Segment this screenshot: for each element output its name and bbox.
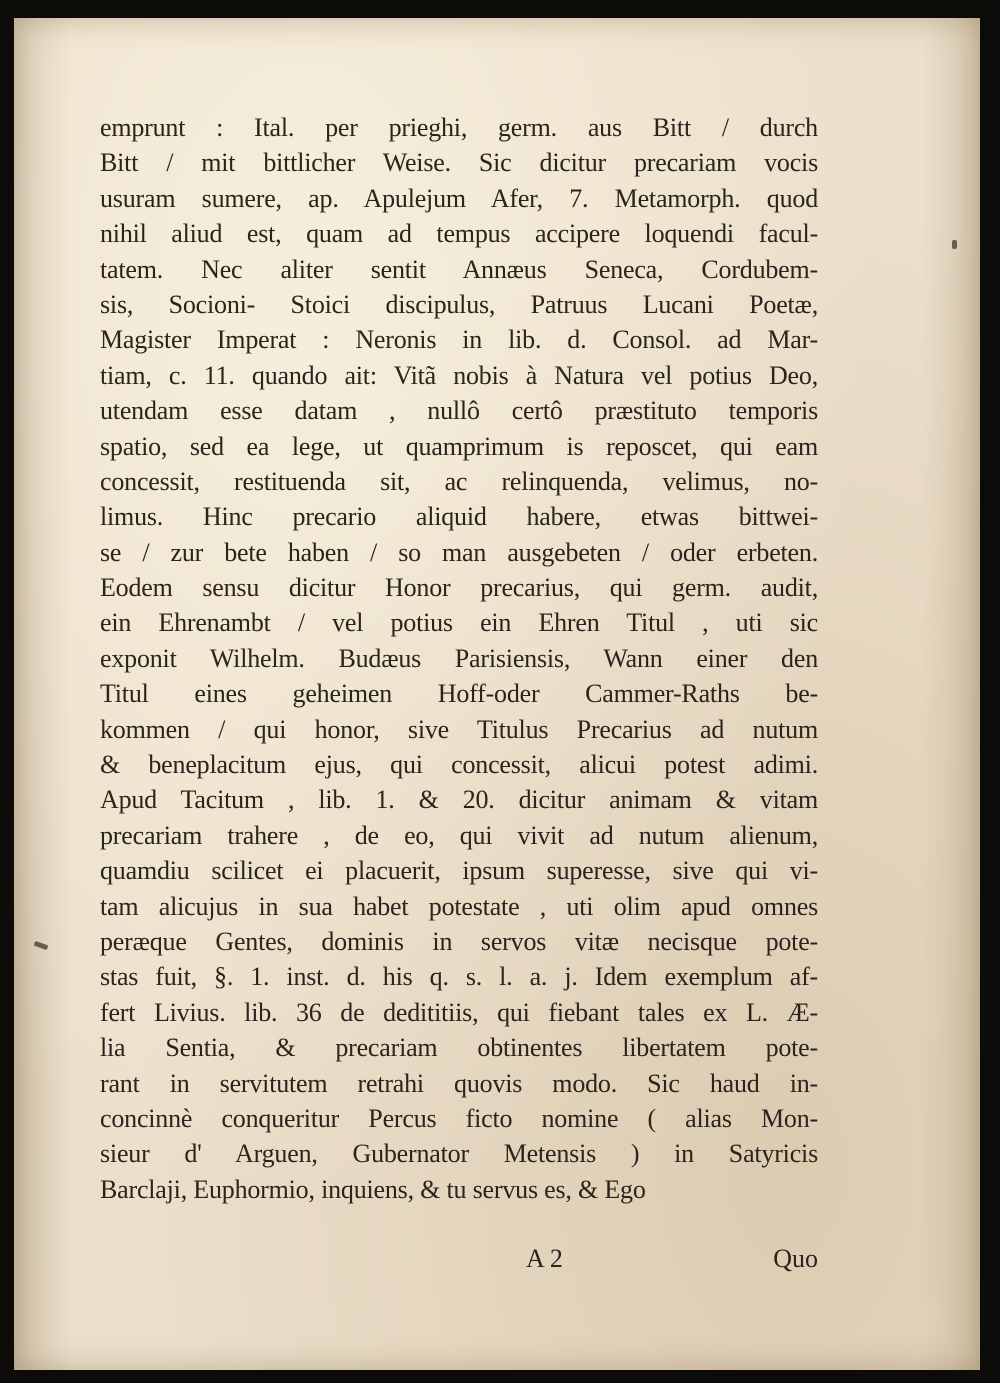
text-line: utendam esse datam , nullô certô præstituto temporis	[100, 396, 818, 426]
page-text	[100, 110, 818, 1207]
text-line: tatem. Nec aliter sentit Annæus Seneca, Cordubem-	[100, 254, 818, 284]
catchword: Quo	[773, 1244, 818, 1273]
text-line: Bitt / mit bittlicher Weise. Sic dicitur precariam vocis	[100, 148, 818, 178]
text-line: peræque Gentes, dominis in servos vitæ necisque pote-	[100, 926, 818, 956]
page-footer	[100, 1244, 818, 1280]
text-line: ein Ehrenambt / vel potius ein Ehren Titul , uti sic	[100, 608, 818, 638]
text-line: spatio, sed ea lege, ut quamprimum is reposcet, qui eam	[100, 431, 818, 461]
text-line: Barclaji, Euphormio, inquiens, & tu servus es, & Ego	[100, 1174, 646, 1204]
paper-speck	[34, 941, 49, 950]
text-line: kommen / qui honor, sive Titulus Precarius ad nutum	[100, 714, 818, 744]
text-line: Titul eines geheimen Hoff-oder Cammer-Raths be-	[100, 679, 818, 709]
text-line: quamdiu scilicet ei placuerit, ipsum superesse, sive qui vi-	[100, 856, 818, 886]
text-line: limus. Hinc precario aliquid habere, etwas bittwei-	[100, 502, 818, 532]
text-line: Eodem sensu dicitur Honor precarius, qui germ. audit,	[100, 573, 818, 603]
text-line: exponit Wilhelm. Budæus Parisiensis, Wann einer den	[100, 643, 818, 673]
text-line: sis, Socioni- Stoici discipulus, Patruus Lucani Poetæ,	[100, 289, 818, 319]
text-line: Magister Imperat : Neronis in lib. d. Consol. ad Mar-	[100, 325, 818, 355]
text-line: stas fuit, §. 1. inst. d. his q. s. l. a. j. Idem exemplum af-	[100, 962, 818, 992]
text-line: tam alicujus in sua habet potestate , uti olim apud omnes	[100, 891, 818, 921]
text-line: concessit, restituenda sit, ac relinquenda, velimus, no-	[100, 466, 818, 496]
text-line: concinnè conqueritur Percus ficto nomine ( alias Mon-	[100, 1103, 818, 1133]
paper-speck	[952, 240, 957, 249]
text-line: lia Sentia, & precariam obtinentes libertatem pote-	[100, 1033, 818, 1063]
text-line: sieur d' Arguen, Gubernator Metensis ) in Satyricis	[100, 1139, 818, 1169]
book-page	[14, 18, 980, 1370]
text-line: rant in servitutem retrahi quovis modo. Sic haud in-	[100, 1068, 818, 1098]
text-line: se / zur bete haben / so man ausgebeten / oder erbeten.	[100, 537, 818, 567]
text-line: fert Livius. lib. 36 de dedititiis, qui fiebant tales ex L. Æ-	[100, 997, 818, 1027]
text-line: tiam, c. 11. quando ait: Vitã nobis à Natura vel potius Deo,	[100, 360, 818, 390]
signature-mark: A 2	[526, 1244, 563, 1273]
text-line: usuram sumere, ap. Apulejum Afer, 7. Metamorph. quod	[100, 183, 818, 213]
text-line: emprunt : Ital. per prieghi, germ. aus Bitt / durch	[100, 113, 818, 142]
text-line: precariam trahere , de eo, qui vivit ad nutum alienum,	[100, 820, 818, 850]
text-line: & beneplacitum ejus, qui concessit, alicui potest adimi.	[100, 750, 818, 780]
text-line: nihil aliud est, quam ad tempus accipere loquendi facul-	[100, 219, 818, 249]
text-line: Apud Tacitum , lib. 1. & 20. dicitur animam & vitam	[100, 785, 818, 815]
